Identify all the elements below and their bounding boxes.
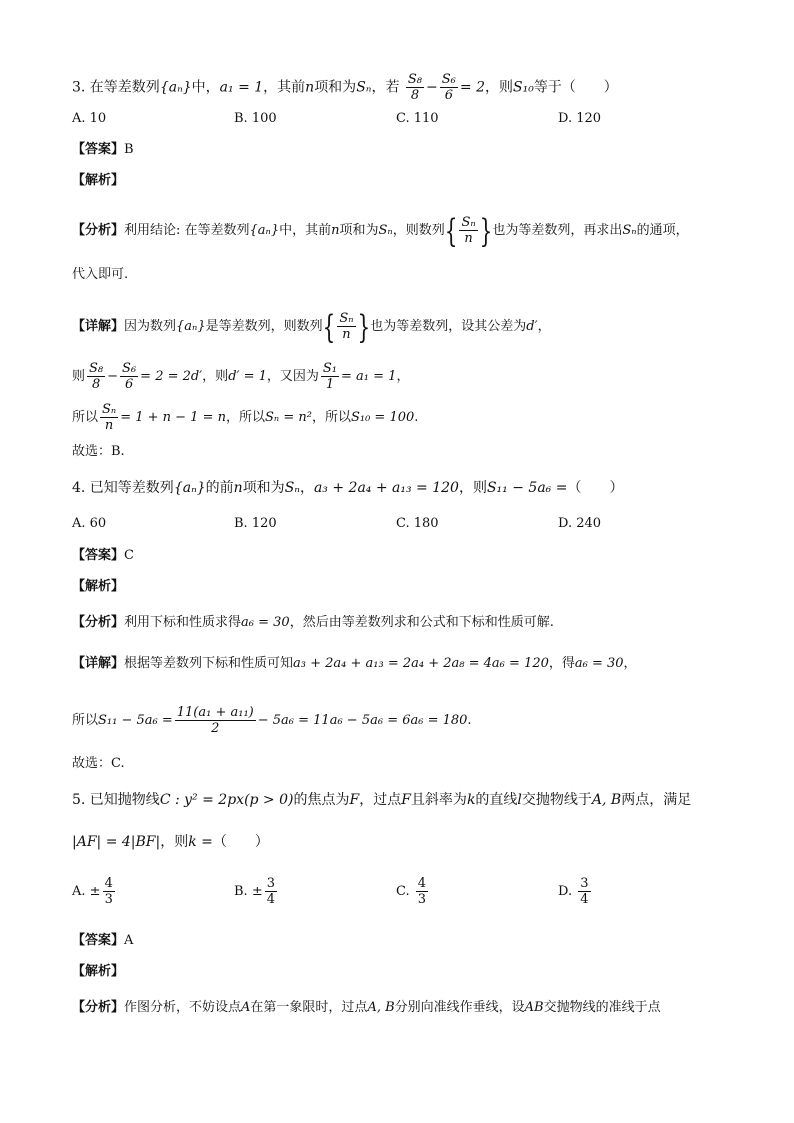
option-fraction [265, 876, 277, 907]
q3-fraction-s8 [406, 72, 424, 103]
detail-fraction-sn [100, 402, 118, 433]
q3-eq: = 2 [459, 79, 485, 96]
detail-fraction-s1 [321, 361, 339, 392]
frac-num: S₆ [441, 72, 456, 87]
frac-den: 1 [325, 377, 335, 392]
q4-stem-text: 的前 [205, 480, 234, 496]
math-eq: = a₁ = 1 [341, 369, 397, 384]
q4-stem-text: （ ） [567, 480, 624, 496]
q3-detail [72, 307, 551, 346]
math-eq: = 2 = 2d′ [140, 369, 203, 384]
q3-detail-line2 [72, 361, 409, 392]
math-eq: d′ = 1 [228, 369, 267, 384]
math-var: F [401, 792, 411, 808]
q4-stem-text: 4. 已知等差数列 [72, 480, 174, 496]
answer-value: B [124, 142, 134, 157]
detail-tag: 【详解】 [72, 319, 125, 334]
fenxi-tag: 【分析】 [72, 1000, 125, 1015]
q3-stem-text: ，其前 [263, 79, 306, 96]
fenxi-text: 在第一象限时，过点 [250, 1000, 368, 1015]
math-var: F [349, 792, 360, 808]
q3-var: Sₙ [356, 79, 372, 96]
q3-var: n [305, 79, 315, 96]
option-fraction [416, 876, 428, 907]
q3-stem-text: 中， [191, 79, 220, 96]
detail-tag: 【详解】 [72, 656, 125, 671]
detail-text: . [414, 410, 419, 425]
q4-option-d: D. 240 [558, 516, 602, 531]
math-eq: a₆ = 30 [241, 615, 290, 630]
fenxi-tag: 【分析】 [72, 223, 125, 238]
fenxi-text: 交抛物线的准线于点 [543, 1000, 661, 1015]
q5-stem-text: ，过点 [359, 792, 402, 808]
q3-cond: a₁ = 1 [219, 79, 264, 96]
q3-stem-text: ，则 [484, 79, 513, 96]
q5-option-a [72, 876, 117, 907]
fenxi-text: ，则数列 [392, 223, 445, 238]
detail-fraction [337, 311, 355, 342]
math-eq: Sₙ = n² [265, 410, 312, 425]
q3-option-b: B. 100 [234, 111, 277, 126]
fenxi-text: ，然后由等差数列求和公式和下标和性质可解. [289, 615, 554, 630]
frac-den: 4 [580, 892, 589, 907]
q4-stem-text: 项和为 [242, 480, 285, 496]
frac-num: S₈ [407, 72, 423, 87]
q4-option-c: C. 180 [396, 516, 439, 531]
q5-stem-text: ，则 [160, 834, 189, 850]
detail-text: ， [623, 656, 637, 671]
frac-num: 3 [580, 876, 589, 891]
frac-num: 4 [104, 876, 113, 891]
math-eq: S₁₀ = 100 [350, 410, 415, 425]
q4-detail [72, 653, 637, 675]
detail-text: ，得 [548, 656, 575, 671]
detail-text: . [467, 713, 472, 728]
fenxi-fraction [459, 215, 477, 246]
q4-stem [72, 477, 623, 499]
q5-stem-line2 [72, 831, 269, 853]
answer-value: A [124, 933, 134, 948]
q5-stem-text: 5. 已知抛物线 [72, 792, 160, 808]
q5-stem-text: 交抛物线于 [521, 792, 592, 808]
answer-value: C [124, 548, 134, 563]
detail-text: ，所以 [226, 410, 266, 425]
math-var: A, B [367, 1000, 395, 1015]
frac-den: 3 [417, 892, 427, 907]
q4-choose: 故选：C. [72, 756, 125, 771]
math-var: n [233, 480, 243, 496]
q3-fenxi [72, 211, 689, 250]
q3-stem [72, 72, 618, 103]
fenxi-text: 利用结论: 在等差数列 [124, 223, 250, 238]
frac-den: n [104, 418, 114, 433]
analysis-tag: 【解析】 [72, 964, 125, 979]
detail-text: 根据等差数列下标和性质可知 [124, 656, 294, 671]
q3-fraction-s6 [440, 72, 458, 103]
detail-text: ，所以 [311, 410, 351, 425]
frac-num: S₁ [322, 361, 338, 376]
q5-stem-text: （ ） [212, 834, 269, 850]
math-eq: a₆ = 30 [574, 656, 624, 671]
frac-num: Sₙ [102, 402, 117, 417]
left-brace: { [444, 211, 458, 250]
math-var: n [331, 223, 340, 238]
option-label: A. [72, 884, 86, 899]
detail-fraction-sum [175, 705, 256, 736]
math-eq: S₁₁ − 5a₆ = [486, 480, 568, 496]
frac-den: 6 [124, 377, 134, 392]
detail-text: 则 [72, 369, 86, 384]
frac-den: 6 [444, 88, 453, 103]
frac-den: 8 [410, 88, 420, 103]
math-var: A, B [591, 792, 622, 808]
detail-fraction-s8 [87, 361, 105, 392]
math-var: d′ [526, 319, 538, 334]
q4-fenxi [72, 612, 554, 634]
math-eq: C : y² = 2px [159, 792, 245, 808]
frac-num: 3 [266, 876, 276, 891]
q3-option-c: C. 110 [396, 111, 439, 126]
detail-text: 所以 [72, 410, 99, 425]
detail-fraction-s6 [120, 361, 138, 392]
math-var: Sₙ [284, 480, 300, 496]
q4-analysis-tag [72, 576, 124, 598]
q4-answer [72, 545, 134, 567]
q4-detail-line2 [72, 705, 472, 736]
q3-stem-text: 项和为 [314, 79, 357, 96]
option-label: B. [234, 884, 248, 899]
q5-stem-text: 两点，满足 [621, 792, 692, 808]
q5-option-b [234, 876, 279, 907]
detail-text: 因为数列 [124, 319, 177, 334]
q5-analysis-tag [72, 961, 124, 983]
q3-choose: 故选：B. [72, 444, 125, 459]
fenxi-text: 中，其前 [279, 223, 332, 238]
option-fraction [578, 876, 590, 907]
q4-option-a: A. 60 [72, 516, 107, 531]
detail-text: ，又因为 [266, 369, 319, 384]
math-eq: a₃ + 2a₄ + a₁₃ = 120 [313, 480, 459, 496]
math-eq: a₃ + 2a₄ + a₁₃ = 2a₄ + 2a₈ = 4a₆ = 120 [293, 656, 549, 671]
q5-stem-text: 的焦点为 [293, 792, 350, 808]
q3-var: S₁₀ [512, 79, 534, 96]
frac-num: S₆ [122, 361, 137, 376]
option-sign: ± [89, 884, 101, 899]
frac-den: n [464, 231, 473, 246]
detail-text: ， [537, 319, 551, 334]
q5-option-d [558, 876, 593, 907]
frac-den: 4 [266, 892, 276, 907]
answer-tag: 【答案】 [72, 142, 125, 157]
detail-text: 也为等差数列，设其公差为 [370, 319, 527, 334]
option-fraction [103, 876, 115, 907]
option-label: D. [558, 884, 573, 899]
left-brace: { [322, 307, 336, 346]
q5-option-c [396, 876, 430, 907]
option-sign: ± [251, 884, 263, 899]
fenxi-tag: 【分析】 [72, 615, 125, 630]
q5-answer [72, 930, 133, 952]
analysis-tag: 【解析】 [72, 579, 125, 594]
q3-option-a: A. 10 [72, 111, 107, 126]
q3-analysis-tag [72, 170, 124, 192]
math-minus: − [107, 369, 119, 384]
fenxi-text: 作图分析，不妨设点 [124, 1000, 242, 1015]
frac-num: Sₙ [461, 215, 476, 230]
q5-fenxi [72, 997, 661, 1019]
q5-stem-text: 的直线 [475, 792, 518, 808]
math-seq: {aₙ} [176, 319, 206, 334]
q5-stem-text: 且斜率为 [410, 792, 467, 808]
frac-den: 3 [104, 892, 113, 907]
q4-stem-text: ， [299, 480, 314, 496]
frac-num: 4 [417, 876, 427, 891]
q4-stem-text: ，则 [458, 480, 487, 496]
math-var: k [466, 792, 476, 808]
math-eq: |AF| = 4|BF| [72, 834, 161, 850]
math-eq: k = [188, 834, 213, 850]
detail-text: 所以 [72, 713, 99, 728]
frac-den: 8 [91, 377, 101, 392]
q3-stem-text: ，若 [371, 79, 400, 96]
q5-stem [72, 789, 691, 811]
q4-option-b: B. 120 [234, 516, 277, 531]
option-label: C. [396, 884, 410, 899]
math-var: AB [524, 1000, 544, 1015]
frac-den: 2 [211, 721, 220, 736]
q3-answer [72, 139, 134, 161]
detail-text: 是等差数列，则数列 [205, 319, 323, 334]
answer-tag: 【答案】 [72, 933, 125, 948]
math-seq: {aₙ} [173, 480, 206, 496]
frac-num: Sₙ [339, 311, 354, 326]
analysis-tag: 【解析】 [72, 173, 125, 188]
math-eq: (p > 0) [244, 792, 294, 808]
math-eq: S₁₁ − 5a₆ = [98, 713, 173, 728]
fenxi-text: 分别向准线作垂线，设 [394, 1000, 525, 1015]
frac-den: n [342, 327, 351, 342]
fenxi-text: 的通项， [636, 223, 689, 238]
math-var: Sₙ [622, 223, 637, 238]
fenxi-text: 也为等差数列，再求出 [492, 223, 623, 238]
frac-num: S₈ [89, 361, 104, 376]
math-var: A [241, 1000, 251, 1015]
q3-stem-text: 3. 在等差数列 [72, 79, 160, 96]
q3-option-d: D. 120 [558, 111, 602, 126]
answer-tag: 【答案】 [72, 548, 125, 563]
q3-detail-line3 [72, 402, 418, 433]
q3-stem-text: 等于（ ） [533, 79, 618, 96]
q3-fenxi-line2: 代入即可. [72, 267, 129, 282]
right-brace: } [357, 307, 371, 346]
detail-text: ， [396, 369, 410, 384]
math-var: l [517, 792, 522, 808]
right-brace: } [479, 211, 493, 250]
fenxi-text: 利用下标和性质求得 [124, 615, 242, 630]
math-var: Sₙ [378, 223, 393, 238]
fenxi-text: 项和为 [339, 223, 379, 238]
q3-seq: {aₙ} [159, 79, 192, 96]
math-eq: = 1 + n − 1 = n [120, 410, 226, 425]
math-seq: {aₙ} [249, 223, 280, 238]
detail-text: ，则 [202, 369, 229, 384]
math-eq: − 5a₆ = 11a₆ − 5a₆ = 6a₆ = 180 [257, 713, 468, 728]
frac-num: 11(a₁ + a₁₁) [176, 705, 254, 720]
q3-minus: − [426, 79, 438, 96]
